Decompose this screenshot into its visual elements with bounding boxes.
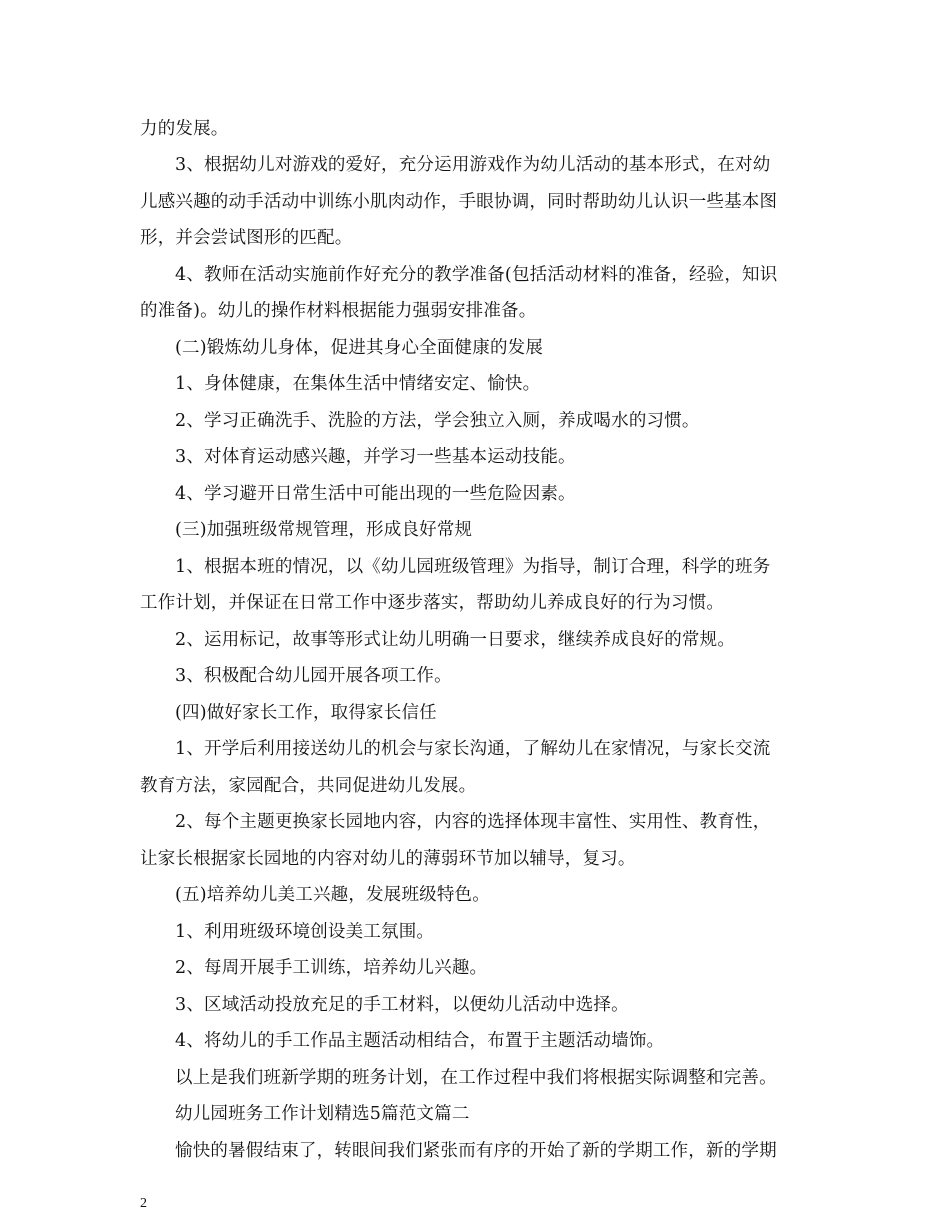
text-line: 1、利用班级环境创设美工氛围。 — [175, 922, 435, 942]
text-line: 形，并会尝试图形的匹配。 — [140, 228, 353, 248]
text-line: 教育方法，家园配合，共同促进幼儿发展。 — [140, 776, 477, 796]
text-line: 2、学习正确洗手、洗脸的方法，学会独立入厕，养成喝水的习惯。 — [175, 411, 700, 431]
text-line: 工作计划，并保证在日常工作中逐步落实，帮助幼儿养成良好的行为习惯。 — [140, 593, 725, 613]
text-line: 1、开学后利用接送幼儿的机会与家长沟通，了解幼儿在家情况，与家长交流 — [175, 739, 771, 759]
text-line: 以上是我们班新学期的班务计划，在工作过程中我们将根据实际调整和完善。 — [175, 1068, 777, 1088]
section-heading: (二)锻炼幼儿身体，促进其身心全面健康的发展 — [175, 338, 544, 358]
text-line: 4、学习避开日常生活中可能出现的一些危险因素。 — [175, 484, 576, 504]
text-line: 3、积极配合幼儿园开展各项工作。 — [175, 666, 452, 686]
text-line: 2、每个主题更换家长园地内容，内容的选择体现丰富性、实用性、教育性， — [175, 812, 771, 832]
text-line: 2、每周开展手工训练，培养幼儿兴趣。 — [175, 958, 488, 978]
section-heading: (三)加强班级常规管理，形成良好常规 — [175, 520, 473, 540]
section-heading: (五)培养幼儿美工兴趣，发展班级特色。 — [175, 885, 490, 905]
text-line: 4、教师在活动实施前作好充分的教学准备(包括活动材料的准备，经验，知识 — [175, 265, 778, 285]
text-line: 4、将幼儿的手工作品主题活动相结合，布置于主题活动墙饰。 — [175, 1031, 665, 1051]
text-line: 3、根据幼儿对游戏的爱好，充分运用游戏作为幼儿活动的基本形式，在对幼 — [175, 155, 771, 175]
text-line: 2、运用标记，故事等形式让幼儿明确一日要求，继续养成良好的常规。 — [175, 630, 736, 650]
text-line: 愉快的暑假结束了，转眼间我们紧张而有序的开始了新的学期工作，新的学期 — [175, 1141, 777, 1161]
text-line: 儿感兴趣的动手活动中训练小肌肉动作，手眼协调，同时帮助幼儿认识一些基本图 — [140, 192, 778, 212]
text-line: 力的发展。 — [140, 119, 229, 139]
text-line: 的准备)。幼儿的操作材料根据能力强弱安排准备。 — [140, 301, 537, 321]
text-line: 让家长根据家长园地的内容对幼儿的薄弱环节加以辅导，复习。 — [140, 849, 636, 869]
page-number: 2 — [140, 1196, 147, 1211]
text-line: 1、根据本班的情况，以《幼儿园班级管理》为指导，制订合理，科学的班务 — [175, 557, 771, 577]
text-line: 3、对体育运动感兴趣，并学习一些基本运动技能。 — [175, 447, 576, 467]
text-line: 3、区域活动投放充足的手工材料，以便幼儿活动中选择。 — [175, 995, 629, 1015]
section-heading: (四)做好家长工作，取得家长信任 — [175, 703, 437, 723]
article-title: 幼儿园班务工作计划精选5篇范文篇二 — [175, 1104, 470, 1124]
text-line: 1、身体健康，在集体生活中情绪安定、愉快。 — [175, 374, 541, 394]
